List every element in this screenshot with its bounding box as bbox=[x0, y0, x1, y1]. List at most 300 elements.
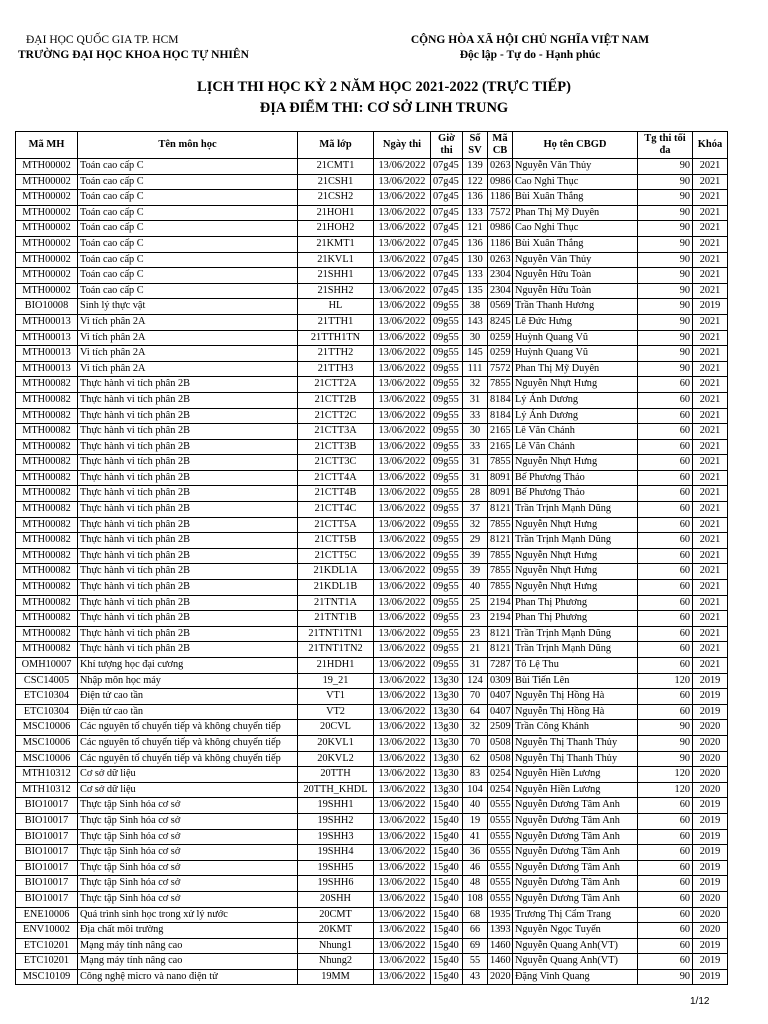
cell-class-code: 21TTH3 bbox=[298, 361, 374, 377]
table-row bbox=[16, 595, 728, 611]
cell-lecturer-name: Trần Trịnh Mạnh Dũng bbox=[513, 502, 638, 518]
cell-max-duration: 60 bbox=[638, 377, 693, 393]
cell-exam-time: 07g45 bbox=[431, 268, 463, 284]
cell-lecturer-code: 2509 bbox=[488, 720, 513, 736]
cell-class-code: 20TTH_KHDL bbox=[298, 782, 374, 798]
cell-max-duration: 90 bbox=[638, 268, 693, 284]
cell-class-code: 21CTT2A bbox=[298, 377, 374, 393]
cell-cohort: 2021 bbox=[693, 439, 728, 455]
cell-lecturer-name: Phan Thị Phương bbox=[513, 611, 638, 627]
cell-course-name: Thực hành vi tích phân 2B bbox=[78, 580, 298, 596]
cell-exam-date: 13/06/2022 bbox=[374, 455, 431, 471]
table-row bbox=[16, 190, 728, 206]
cell-exam-date: 13/06/2022 bbox=[374, 891, 431, 907]
cell-lecturer-code: 1460 bbox=[488, 938, 513, 954]
cell-exam-date: 13/06/2022 bbox=[374, 470, 431, 486]
cell-lecturer-code: 1935 bbox=[488, 907, 513, 923]
cell-lecturer-name: Trần Trịnh Mạnh Dũng bbox=[513, 642, 638, 658]
national-header bbox=[380, 33, 680, 63]
cell-course-name: Điện tử cao tần bbox=[78, 689, 298, 705]
cell-course-name: Thực hành vi tích phân 2B bbox=[78, 595, 298, 611]
cell-lecturer-name: Nguyễn Văn Thủy bbox=[513, 252, 638, 268]
cell-lecturer-name: Nguyễn Dương Tâm Anh bbox=[513, 891, 638, 907]
cell-course-code: BIO10017 bbox=[16, 829, 78, 845]
cell-cohort: 2019 bbox=[693, 673, 728, 689]
cell-course-name: Nhập môn học máy bbox=[78, 673, 298, 689]
cell-max-duration: 60 bbox=[638, 798, 693, 814]
table-row bbox=[16, 439, 728, 455]
cell-exam-time: 09g55 bbox=[431, 299, 463, 315]
cell-lecturer-name: Nguyễn Dương Tâm Anh bbox=[513, 829, 638, 845]
cell-lecturer-code: 0555 bbox=[488, 829, 513, 845]
cell-course-code: MSC10006 bbox=[16, 720, 78, 736]
cell-exam-date: 13/06/2022 bbox=[374, 564, 431, 580]
cell-course-code: BIO10017 bbox=[16, 860, 78, 876]
cell-lecturer-code: 7855 bbox=[488, 564, 513, 580]
cell-max-duration: 60 bbox=[638, 517, 693, 533]
cell-student-count: 31 bbox=[463, 392, 488, 408]
cell-class-code: 21CSH1 bbox=[298, 174, 374, 190]
cell-cohort: 2020 bbox=[693, 923, 728, 939]
table-row bbox=[16, 876, 728, 892]
cell-cohort: 2021 bbox=[693, 533, 728, 549]
cell-max-duration: 60 bbox=[638, 548, 693, 564]
cell-lecturer-name: Nguyễn Nhựt Hưng bbox=[513, 548, 638, 564]
cell-course-code: MTH10312 bbox=[16, 767, 78, 783]
cell-lecturer-name: Nguyễn Thị Thanh Thủy bbox=[513, 735, 638, 751]
cell-course-name: Thực hành vi tích phân 2B bbox=[78, 626, 298, 642]
cell-exam-time: 09g55 bbox=[431, 392, 463, 408]
cell-max-duration: 60 bbox=[638, 923, 693, 939]
cell-course-name: Các nguyên tố chuyển tiếp và không chuyển tiếp bbox=[78, 720, 298, 736]
cell-course-name: Toán cao cấp C bbox=[78, 236, 298, 252]
cell-lecturer-code: 2194 bbox=[488, 595, 513, 611]
cell-course-code: MTH00002 bbox=[16, 221, 78, 237]
cell-course-name: Quá trình sinh học trong xử lý nước bbox=[78, 907, 298, 923]
cell-exam-date: 13/06/2022 bbox=[374, 860, 431, 876]
cell-class-code: 21CTT4A bbox=[298, 470, 374, 486]
cell-lecturer-code: 1460 bbox=[488, 954, 513, 970]
cell-class-code: 21CTT2B bbox=[298, 392, 374, 408]
cell-class-code: 21HDH1 bbox=[298, 658, 374, 674]
cell-course-code: MTH00082 bbox=[16, 642, 78, 658]
table-row bbox=[16, 392, 728, 408]
cell-course-name: Cơ sở dữ liệu bbox=[78, 767, 298, 783]
cell-exam-time: 15g40 bbox=[431, 876, 463, 892]
cell-max-duration: 120 bbox=[638, 673, 693, 689]
cell-class-code: 21CTT3A bbox=[298, 424, 374, 440]
cell-cohort: 2021 bbox=[693, 174, 728, 190]
cell-class-code: 21SHH2 bbox=[298, 283, 374, 299]
cell-exam-date: 13/06/2022 bbox=[374, 330, 431, 346]
cell-lecturer-name: Nguyễn Dương Tâm Anh bbox=[513, 860, 638, 876]
cell-exam-time: 09g55 bbox=[431, 626, 463, 642]
col-header-lecturer-code: Mã CB bbox=[488, 132, 513, 159]
table-row bbox=[16, 564, 728, 580]
cell-course-name: Toán cao cấp C bbox=[78, 283, 298, 299]
table-row bbox=[16, 829, 728, 845]
cell-exam-date: 13/06/2022 bbox=[374, 923, 431, 939]
cell-course-code: MTH00082 bbox=[16, 548, 78, 564]
cell-exam-time: 09g55 bbox=[431, 314, 463, 330]
cell-student-count: 29 bbox=[463, 533, 488, 549]
cell-lecturer-code: 0555 bbox=[488, 876, 513, 892]
table-row bbox=[16, 611, 728, 627]
cell-lecturer-code: 2165 bbox=[488, 424, 513, 440]
cell-exam-date: 13/06/2022 bbox=[374, 283, 431, 299]
page-number: 1/12 bbox=[690, 996, 710, 1007]
cell-exam-time: 09g55 bbox=[431, 486, 463, 502]
cell-exam-time: 09g55 bbox=[431, 502, 463, 518]
cell-course-name: Thực hành vi tích phân 2B bbox=[78, 392, 298, 408]
cell-lecturer-name: Nguyễn Hữu Toàn bbox=[513, 268, 638, 284]
table-row bbox=[16, 658, 728, 674]
table-row bbox=[16, 798, 728, 814]
cell-course-name: Thực hành vi tích phân 2B bbox=[78, 502, 298, 518]
cell-course-code: MTH00082 bbox=[16, 580, 78, 596]
cell-exam-time: 13g30 bbox=[431, 689, 463, 705]
table-row bbox=[16, 283, 728, 299]
cell-lecturer-code: 0407 bbox=[488, 689, 513, 705]
cell-lecturer-name: Lý Ánh Dương bbox=[513, 408, 638, 424]
cell-max-duration: 90 bbox=[638, 221, 693, 237]
cell-lecturer-code: 0555 bbox=[488, 798, 513, 814]
cell-student-count: 30 bbox=[463, 330, 488, 346]
cell-exam-date: 13/06/2022 bbox=[374, 954, 431, 970]
cell-lecturer-code: 0508 bbox=[488, 751, 513, 767]
cell-course-name: Thực tập Sinh hóa cơ sở bbox=[78, 845, 298, 861]
cell-lecturer-name: Trần Thanh Hương bbox=[513, 299, 638, 315]
cell-lecturer-name: Phan Thị Phương bbox=[513, 595, 638, 611]
cell-course-name: Thực hành vi tích phân 2B bbox=[78, 408, 298, 424]
table-row bbox=[16, 923, 728, 939]
cell-exam-time: 09g55 bbox=[431, 408, 463, 424]
cell-course-name: Toán cao cấp C bbox=[78, 205, 298, 221]
cell-max-duration: 60 bbox=[638, 860, 693, 876]
cell-class-code: 19SHH2 bbox=[298, 813, 374, 829]
cell-cohort: 2020 bbox=[693, 767, 728, 783]
cell-lecturer-code: 8184 bbox=[488, 408, 513, 424]
cell-exam-date: 13/06/2022 bbox=[374, 907, 431, 923]
cell-course-code: MTH00002 bbox=[16, 174, 78, 190]
cell-lecturer-code: 7855 bbox=[488, 548, 513, 564]
cell-max-duration: 60 bbox=[638, 626, 693, 642]
cell-course-code: MTH00082 bbox=[16, 595, 78, 611]
cell-cohort: 2021 bbox=[693, 252, 728, 268]
table-row bbox=[16, 455, 728, 471]
table-header-row bbox=[16, 132, 728, 159]
cell-course-name: Các nguyên tố chuyển tiếp và không chuyển tiếp bbox=[78, 735, 298, 751]
cell-student-count: 139 bbox=[463, 159, 488, 175]
cell-cohort: 2021 bbox=[693, 314, 728, 330]
cell-max-duration: 60 bbox=[638, 408, 693, 424]
cell-exam-date: 13/06/2022 bbox=[374, 704, 431, 720]
cell-class-code: HL bbox=[298, 299, 374, 315]
cell-student-count: 104 bbox=[463, 782, 488, 798]
cell-class-code: 21KDL1B bbox=[298, 580, 374, 596]
cell-student-count: 135 bbox=[463, 283, 488, 299]
cell-class-code: 21CTT5C bbox=[298, 548, 374, 564]
cell-student-count: 69 bbox=[463, 938, 488, 954]
cell-exam-date: 13/06/2022 bbox=[374, 205, 431, 221]
cell-exam-date: 13/06/2022 bbox=[374, 876, 431, 892]
cell-student-count: 32 bbox=[463, 720, 488, 736]
cell-lecturer-code: 0555 bbox=[488, 813, 513, 829]
cell-lecturer-code: 1186 bbox=[488, 236, 513, 252]
cell-course-name: Thực tập Sinh hóa cơ sở bbox=[78, 813, 298, 829]
cell-student-count: 39 bbox=[463, 548, 488, 564]
motto: Độc lập - Tự do - Hạnh phúc bbox=[459, 49, 601, 61]
cell-cohort: 2019 bbox=[693, 845, 728, 861]
cell-course-code: MTH00082 bbox=[16, 439, 78, 455]
cell-exam-date: 13/06/2022 bbox=[374, 221, 431, 237]
cell-course-name: Toán cao cấp C bbox=[78, 268, 298, 284]
cell-exam-time: 07g45 bbox=[431, 283, 463, 299]
table-row bbox=[16, 470, 728, 486]
table-row bbox=[16, 205, 728, 221]
exam-location: ĐỊA ĐIỂM THI: CƠ SỞ LINH TRUNG bbox=[259, 100, 509, 116]
table-row bbox=[16, 689, 728, 705]
cell-lecturer-code: 0569 bbox=[488, 299, 513, 315]
cell-cohort: 2021 bbox=[693, 611, 728, 627]
cell-cohort: 2021 bbox=[693, 517, 728, 533]
cell-cohort: 2020 bbox=[693, 891, 728, 907]
cell-student-count: 28 bbox=[463, 486, 488, 502]
cell-class-code: 20KVL1 bbox=[298, 735, 374, 751]
cell-lecturer-name: Nguyễn Thị Hồng Hà bbox=[513, 689, 638, 705]
cell-exam-date: 13/06/2022 bbox=[374, 735, 431, 751]
cell-course-code: MTH00082 bbox=[16, 611, 78, 627]
col-header-course-name: Tên môn học bbox=[78, 132, 298, 159]
cell-exam-time: 09g55 bbox=[431, 533, 463, 549]
cell-course-code: MTH00082 bbox=[16, 392, 78, 408]
cell-lecturer-name: Trần Trịnh Mạnh Dũng bbox=[513, 533, 638, 549]
cell-course-name: Thực hành vi tích phân 2B bbox=[78, 470, 298, 486]
cell-class-code: 19SHH4 bbox=[298, 845, 374, 861]
cell-lecturer-code: 0254 bbox=[488, 767, 513, 783]
cell-max-duration: 60 bbox=[638, 704, 693, 720]
cell-student-count: 55 bbox=[463, 954, 488, 970]
table-row bbox=[16, 236, 728, 252]
cell-student-count: 25 bbox=[463, 595, 488, 611]
cell-student-count: 64 bbox=[463, 704, 488, 720]
col-header-course-code: Mã MH bbox=[16, 132, 78, 159]
cell-cohort: 2019 bbox=[693, 829, 728, 845]
cell-course-code: MTH00002 bbox=[16, 268, 78, 284]
cell-course-code: BIO10017 bbox=[16, 891, 78, 907]
country-name: CỘNG HÒA XÃ HỘI CHỦ NGHĨA VIỆT NAM bbox=[410, 34, 650, 46]
col-header-lecturer-name: Họ tên CBGD bbox=[513, 132, 638, 159]
cell-class-code: Nhung1 bbox=[298, 938, 374, 954]
cell-student-count: 46 bbox=[463, 860, 488, 876]
cell-cohort: 2020 bbox=[693, 735, 728, 751]
cell-course-code: OMH10007 bbox=[16, 658, 78, 674]
cell-exam-time: 09g55 bbox=[431, 361, 463, 377]
cell-course-code: MTH00082 bbox=[16, 502, 78, 518]
cell-cohort: 2019 bbox=[693, 938, 728, 954]
cell-max-duration: 60 bbox=[638, 595, 693, 611]
cell-max-duration: 90 bbox=[638, 159, 693, 175]
table-row bbox=[16, 845, 728, 861]
cell-exam-time: 13g30 bbox=[431, 704, 463, 720]
cell-student-count: 83 bbox=[463, 767, 488, 783]
table-row bbox=[16, 642, 728, 658]
cell-max-duration: 60 bbox=[638, 455, 693, 471]
cell-lecturer-code: 2194 bbox=[488, 611, 513, 627]
cell-cohort: 2019 bbox=[693, 969, 728, 985]
table-row bbox=[16, 346, 728, 362]
cell-course-code: MTH00013 bbox=[16, 346, 78, 362]
cell-max-duration: 60 bbox=[638, 580, 693, 596]
cell-course-name: Thực hành vi tích phân 2B bbox=[78, 377, 298, 393]
cell-lecturer-name: Huỳnh Quang Vũ bbox=[513, 346, 638, 362]
table-row bbox=[16, 361, 728, 377]
cell-max-duration: 90 bbox=[638, 252, 693, 268]
cell-class-code: VT1 bbox=[298, 689, 374, 705]
cell-max-duration: 60 bbox=[638, 954, 693, 970]
cell-student-count: 70 bbox=[463, 735, 488, 751]
cell-course-code: BIO10017 bbox=[16, 798, 78, 814]
cell-lecturer-code: 7855 bbox=[488, 377, 513, 393]
cell-student-count: 31 bbox=[463, 470, 488, 486]
table-body bbox=[16, 159, 728, 985]
cell-exam-date: 13/06/2022 bbox=[374, 782, 431, 798]
cell-cohort: 2021 bbox=[693, 486, 728, 502]
cell-lecturer-name: Nguyễn Hiền Lương bbox=[513, 767, 638, 783]
cell-cohort: 2019 bbox=[693, 704, 728, 720]
cell-class-code: 20TTH bbox=[298, 767, 374, 783]
table-row bbox=[16, 767, 728, 783]
cell-lecturer-name: Nguyễn Dương Tâm Anh bbox=[513, 798, 638, 814]
cell-student-count: 130 bbox=[463, 252, 488, 268]
cell-student-count: 23 bbox=[463, 611, 488, 627]
cell-course-name: Công nghệ micro và nano điện tử bbox=[78, 969, 298, 985]
cell-student-count: 41 bbox=[463, 829, 488, 845]
cell-exam-date: 13/06/2022 bbox=[374, 159, 431, 175]
cell-lecturer-code: 2165 bbox=[488, 439, 513, 455]
cell-class-code: 21TNT1TN1 bbox=[298, 626, 374, 642]
cell-lecturer-code: 7287 bbox=[488, 658, 513, 674]
cell-class-code: 21CMT1 bbox=[298, 159, 374, 175]
cell-lecturer-name: Nguyễn Văn Thủy bbox=[513, 159, 638, 175]
cell-student-count: 32 bbox=[463, 517, 488, 533]
cell-course-name: Thực hành vi tích phân 2B bbox=[78, 424, 298, 440]
cell-course-code: MTH00082 bbox=[16, 455, 78, 471]
cell-cohort: 2021 bbox=[693, 408, 728, 424]
cell-class-code: 19_21 bbox=[298, 673, 374, 689]
cell-max-duration: 60 bbox=[638, 533, 693, 549]
cell-cohort: 2020 bbox=[693, 907, 728, 923]
cell-exam-date: 13/06/2022 bbox=[374, 268, 431, 284]
cell-class-code: 21HOH2 bbox=[298, 221, 374, 237]
cell-cohort: 2021 bbox=[693, 205, 728, 221]
cell-exam-date: 13/06/2022 bbox=[374, 299, 431, 315]
cell-student-count: 121 bbox=[463, 221, 488, 237]
cell-course-name: Vi tích phân 2A bbox=[78, 346, 298, 362]
cell-exam-time: 09g55 bbox=[431, 595, 463, 611]
cell-student-count: 33 bbox=[463, 439, 488, 455]
cell-student-count: 111 bbox=[463, 361, 488, 377]
table-row bbox=[16, 673, 728, 689]
cell-course-name: Thực hành vi tích phân 2B bbox=[78, 548, 298, 564]
cell-cohort: 2020 bbox=[693, 720, 728, 736]
cell-exam-date: 13/06/2022 bbox=[374, 548, 431, 564]
col-header-class-code: Mã lớp bbox=[298, 132, 374, 159]
cell-course-code: MTH10312 bbox=[16, 782, 78, 798]
cell-exam-date: 13/06/2022 bbox=[374, 626, 431, 642]
cell-class-code: 21CTT3B bbox=[298, 439, 374, 455]
table-row bbox=[16, 221, 728, 237]
cell-exam-time: 15g40 bbox=[431, 845, 463, 861]
cell-exam-date: 13/06/2022 bbox=[374, 439, 431, 455]
cell-cohort: 2021 bbox=[693, 564, 728, 580]
cell-course-name: Sinh lý thực vật bbox=[78, 299, 298, 315]
cell-course-code: ETC10201 bbox=[16, 938, 78, 954]
cell-student-count: 31 bbox=[463, 658, 488, 674]
cell-class-code: 21KVL1 bbox=[298, 252, 374, 268]
cell-exam-time: 15g40 bbox=[431, 860, 463, 876]
cell-class-code: 21HOH1 bbox=[298, 205, 374, 221]
cell-exam-date: 13/06/2022 bbox=[374, 190, 431, 206]
cell-exam-time: 15g40 bbox=[431, 969, 463, 985]
cell-course-code: ENV10002 bbox=[16, 923, 78, 939]
cell-course-name: Thực hành vi tích phân 2B bbox=[78, 439, 298, 455]
cell-lecturer-name: Nguyễn Hữu Toàn bbox=[513, 283, 638, 299]
cell-course-code: BIO10017 bbox=[16, 876, 78, 892]
cell-max-duration: 60 bbox=[638, 876, 693, 892]
cell-exam-time: 07g45 bbox=[431, 190, 463, 206]
cell-lecturer-name: Nguyễn Nhựt Hưng bbox=[513, 455, 638, 471]
cell-exam-date: 13/06/2022 bbox=[374, 377, 431, 393]
cell-course-name: Thực hành vi tích phân 2B bbox=[78, 611, 298, 627]
cell-exam-time: 07g45 bbox=[431, 159, 463, 175]
cell-lecturer-name: Phan Thị Mỹ Duyên bbox=[513, 361, 638, 377]
table-row bbox=[16, 860, 728, 876]
cell-cohort: 2019 bbox=[693, 299, 728, 315]
table-row bbox=[16, 408, 728, 424]
cell-max-duration: 60 bbox=[638, 439, 693, 455]
cell-lecturer-code: 0254 bbox=[488, 782, 513, 798]
cell-student-count: 108 bbox=[463, 891, 488, 907]
cell-course-name: Mạng máy tính nâng cao bbox=[78, 938, 298, 954]
cell-lecturer-code: 0263 bbox=[488, 252, 513, 268]
cell-class-code: 21TNT1TN2 bbox=[298, 642, 374, 658]
cell-student-count: 68 bbox=[463, 907, 488, 923]
table-row bbox=[16, 580, 728, 596]
cell-exam-time: 13g30 bbox=[431, 735, 463, 751]
cell-class-code: 21TNT1A bbox=[298, 595, 374, 611]
table-row bbox=[16, 314, 728, 330]
table-row bbox=[16, 969, 728, 985]
cell-class-code: 20CMT bbox=[298, 907, 374, 923]
cell-lecturer-name: Bùi Tiến Lên bbox=[513, 673, 638, 689]
cell-exam-time: 13g30 bbox=[431, 751, 463, 767]
cell-exam-time: 15g40 bbox=[431, 923, 463, 939]
university-name: ĐẠI HỌC QUỐC GIA TP. HCM bbox=[26, 34, 179, 46]
cell-student-count: 40 bbox=[463, 580, 488, 596]
cell-student-count: 133 bbox=[463, 268, 488, 284]
cell-course-name: Thực hành vi tích phân 2B bbox=[78, 455, 298, 471]
cell-max-duration: 90 bbox=[638, 735, 693, 751]
cell-lecturer-code: 1186 bbox=[488, 190, 513, 206]
cell-course-name: Toán cao cấp C bbox=[78, 252, 298, 268]
cell-course-name: Địa chất môi trường bbox=[78, 923, 298, 939]
cell-course-code: ETC10201 bbox=[16, 954, 78, 970]
cell-lecturer-code: 0508 bbox=[488, 735, 513, 751]
cell-max-duration: 90 bbox=[638, 361, 693, 377]
cell-cohort: 2021 bbox=[693, 470, 728, 486]
cell-exam-time: 07g45 bbox=[431, 174, 463, 190]
